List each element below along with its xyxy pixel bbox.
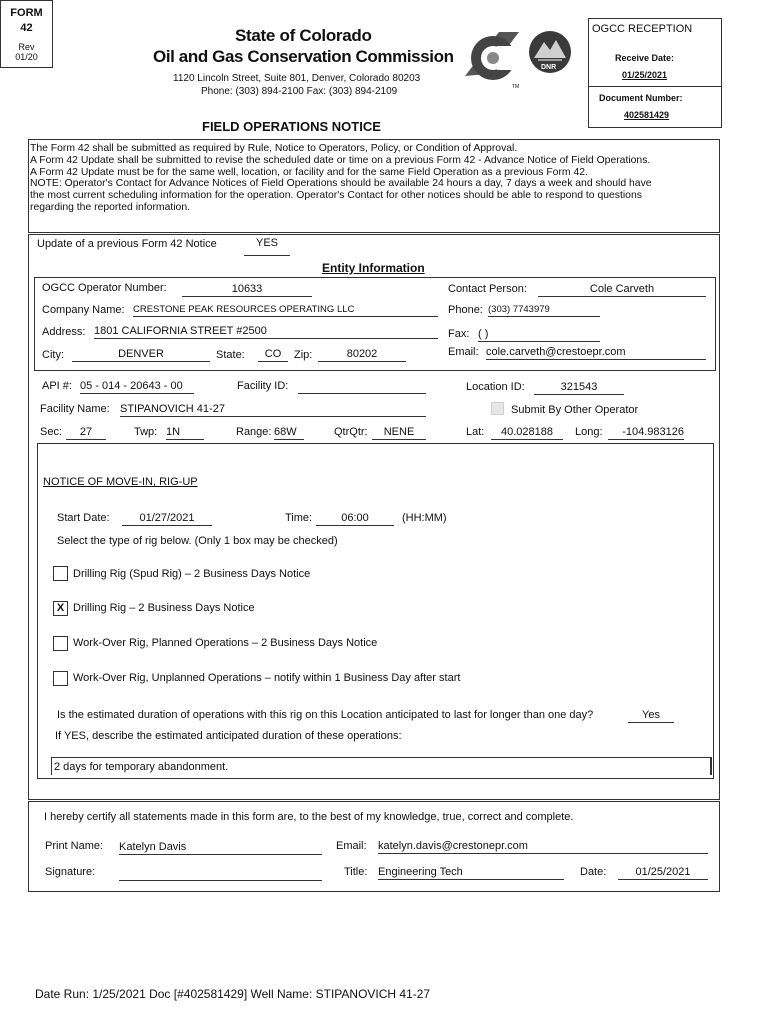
header-state: State of Colorado bbox=[235, 26, 372, 45]
time-label: Time: bbox=[285, 512, 313, 524]
lat-label: Lat: bbox=[466, 426, 485, 438]
location-id-field[interactable]: 321543 bbox=[534, 381, 624, 395]
facility-id-field[interactable] bbox=[298, 380, 426, 394]
email-label: Email: bbox=[448, 346, 479, 358]
instructions-text bbox=[30, 143, 652, 214]
long-label: Long: bbox=[575, 426, 603, 438]
fax-field[interactable]: ( ) bbox=[478, 328, 600, 342]
operator-number-field[interactable]: 10633 bbox=[182, 283, 312, 297]
reception-divider bbox=[588, 86, 722, 87]
receive-date: 01/25/2021 bbox=[622, 70, 668, 80]
submit-other-label: Submit By Other Operator bbox=[511, 404, 639, 416]
contact-label: Contact Person: bbox=[448, 283, 527, 295]
address-field[interactable]: 1801 CALIFORNIA STREET #2500 bbox=[94, 325, 438, 339]
rig-option-label: Drilling Rig – 2 Business Days Notice bbox=[73, 602, 255, 614]
form-number: 42 bbox=[20, 22, 33, 34]
rig-option-label: Drilling Rig (Spud Rig) – 2 Business Days Notice bbox=[73, 568, 311, 580]
contact-field[interactable]: Cole Carveth bbox=[538, 283, 706, 297]
api-label: API #: bbox=[42, 380, 72, 392]
time-field[interactable]: 06:00 bbox=[316, 512, 394, 526]
time-format: (HH:MM) bbox=[402, 512, 447, 524]
logo-tm-mark: TM bbox=[512, 84, 520, 90]
duration-question: Is the estimated duration of operations with this rig on this Location anticipated to last for longer than one day? bbox=[57, 709, 594, 721]
rev-date: 01/20 bbox=[15, 52, 38, 62]
certify-statement: I hereby certify all statements made in this form are, to the best of my knowledge, true, correct and complete. bbox=[44, 811, 574, 823]
instruction-line: The Form 42 shall be submitted as required by Rule, Notice to Operators, Policy, or Condition of Approval. bbox=[30, 143, 518, 154]
cert-title-field[interactable]: Engineering Tech bbox=[378, 866, 564, 880]
zip-field[interactable]: 80202 bbox=[318, 348, 406, 362]
rig-option-checkbox[interactable] bbox=[53, 671, 68, 686]
operator-number-label: OGCC Operator Number: bbox=[42, 282, 167, 294]
footer-text: Date Run: 1/25/2021 Doc [#402581429] Well Name: STIPANOVICH 41-27 bbox=[35, 987, 431, 1001]
qtrqtr-label: QtrQtr: bbox=[334, 426, 368, 438]
instruction-line: regarding the reported information. bbox=[30, 201, 190, 213]
facility-name-label: Facility Name: bbox=[40, 403, 110, 415]
print-name-label: Print Name: bbox=[45, 840, 104, 852]
twp-label: Twp: bbox=[134, 426, 158, 438]
cert-email-label: Email: bbox=[336, 840, 367, 852]
zip-label: Zip: bbox=[294, 349, 313, 361]
rig-option-checkbox[interactable] bbox=[53, 636, 68, 651]
duration-answer[interactable]: Yes bbox=[628, 709, 674, 723]
header-address: 1120 Lincoln Street, Suite 801, Denver, Colorado 80203 bbox=[173, 73, 421, 84]
api-field[interactable]: 05 - 014 - 20643 - 00 bbox=[80, 380, 194, 394]
rig-option-checkbox[interactable] bbox=[53, 566, 68, 581]
facility-name-field[interactable]: STIPANOVICH 41-27 bbox=[120, 403, 426, 417]
qtrqtr-field[interactable]: NENE bbox=[372, 426, 426, 440]
instruction-line: A Form 42 Update must be for the same well, location, or facility and for the same Field Operation as a previous Form 42. bbox=[30, 166, 588, 178]
range-field[interactable]: 68W bbox=[274, 426, 304, 440]
rev-label: Rev bbox=[18, 42, 35, 52]
notice-title: FIELD OPERATIONS NOTICE bbox=[202, 119, 381, 134]
phone-label: Phone: bbox=[448, 304, 483, 316]
update-label: Update of a previous Form 42 Notice bbox=[37, 238, 217, 250]
cert-date-field[interactable]: 01/25/2021 bbox=[618, 866, 708, 880]
document-number: 402581429 bbox=[624, 110, 670, 120]
form-number-box bbox=[0, 0, 53, 68]
email-field[interactable]: cole.carveth@crestoepr.com bbox=[486, 346, 706, 360]
twp-field[interactable]: 1N bbox=[166, 426, 204, 440]
instruction-line: A Form 42 Update shall be submitted to revise the scheduled date or time on a previous Form 42 - Advance Notice of Field Operations. bbox=[30, 154, 651, 166]
cert-date-label: Date: bbox=[580, 866, 607, 878]
lat-field[interactable]: 40.028188 bbox=[491, 426, 563, 440]
cert-email-field[interactable]: katelyn.davis@crestonepr.com bbox=[378, 840, 708, 854]
submit-other-checkbox[interactable] bbox=[491, 402, 504, 415]
receive-date-label: Receive Date: bbox=[615, 53, 675, 63]
state-label: State: bbox=[216, 349, 245, 361]
rig-select-instruction: Select the type of rig below. (Only 1 box may be checked) bbox=[57, 535, 338, 547]
facility-id-label: Facility ID: bbox=[237, 380, 289, 392]
company-field[interactable]: CRESTONE PEAK RESOURCES OPERATING LLC bbox=[133, 303, 438, 317]
update-value[interactable]: YES bbox=[244, 237, 290, 256]
header-agency: Oil and Gas Conservation Commission bbox=[153, 47, 454, 66]
form-label: FORM bbox=[10, 7, 43, 19]
address-label: Address: bbox=[42, 326, 86, 338]
state-field[interactable]: CO bbox=[258, 348, 288, 362]
entity-heading: Entity Information bbox=[322, 261, 425, 275]
rig-option-label: Work-Over Rig, Planned Operations – 2 Business Days Notice bbox=[73, 637, 378, 649]
header-phone: Phone: (303) 894-2100 Fax: (303) 894-2109 bbox=[201, 86, 398, 97]
rig-option-checkbox[interactable]: X bbox=[53, 601, 68, 616]
long-field[interactable]: -104.983126 bbox=[608, 426, 684, 440]
cert-title-label: Title: bbox=[344, 866, 368, 878]
fax-label: Fax: bbox=[448, 328, 470, 340]
range-label: Range: bbox=[236, 426, 272, 438]
company-label: Company Name: bbox=[42, 304, 125, 316]
start-date-field[interactable]: 01/27/2021 bbox=[122, 512, 212, 526]
instruction-line: the most current scheduling information for the operation. Operator's Contact for other notices should be able to respond to questions bbox=[30, 190, 642, 202]
describe-value: 2 days for temporary abandonment. bbox=[54, 761, 229, 773]
dnr-label: DNR bbox=[541, 64, 557, 71]
document-number-label: Document Number: bbox=[599, 93, 683, 103]
city-field[interactable]: DENVER bbox=[72, 348, 210, 362]
instruction-line: NOTE: Operator's Contact for Advance Notices of Field Operations should be available 24 hours a day, 7 days a week and should have bbox=[30, 178, 652, 190]
sec-label: Sec: bbox=[40, 426, 63, 438]
print-name-field[interactable]: Katelyn Davis bbox=[119, 841, 322, 855]
sec-field[interactable]: 27 bbox=[66, 426, 106, 440]
colorado-logo-icon bbox=[457, 28, 525, 90]
reception-title: OGCC RECEPTION bbox=[592, 23, 693, 35]
phone-field[interactable]: (303) 7743979 bbox=[488, 303, 600, 317]
movein-heading: NOTICE OF MOVE-IN, RIG-UP bbox=[43, 476, 198, 488]
signature-label: Signature: bbox=[45, 866, 96, 878]
describe-label: If YES, describe the estimated anticipated duration of these operations: bbox=[55, 730, 402, 742]
signature-field[interactable] bbox=[119, 867, 322, 881]
start-date-label: Start Date: bbox=[57, 512, 110, 524]
city-label: City: bbox=[42, 349, 64, 361]
location-id-label: Location ID: bbox=[466, 381, 525, 393]
rig-option-label: Work-Over Rig, Unplanned Operations – notify within 1 Business Day after start bbox=[73, 672, 461, 684]
